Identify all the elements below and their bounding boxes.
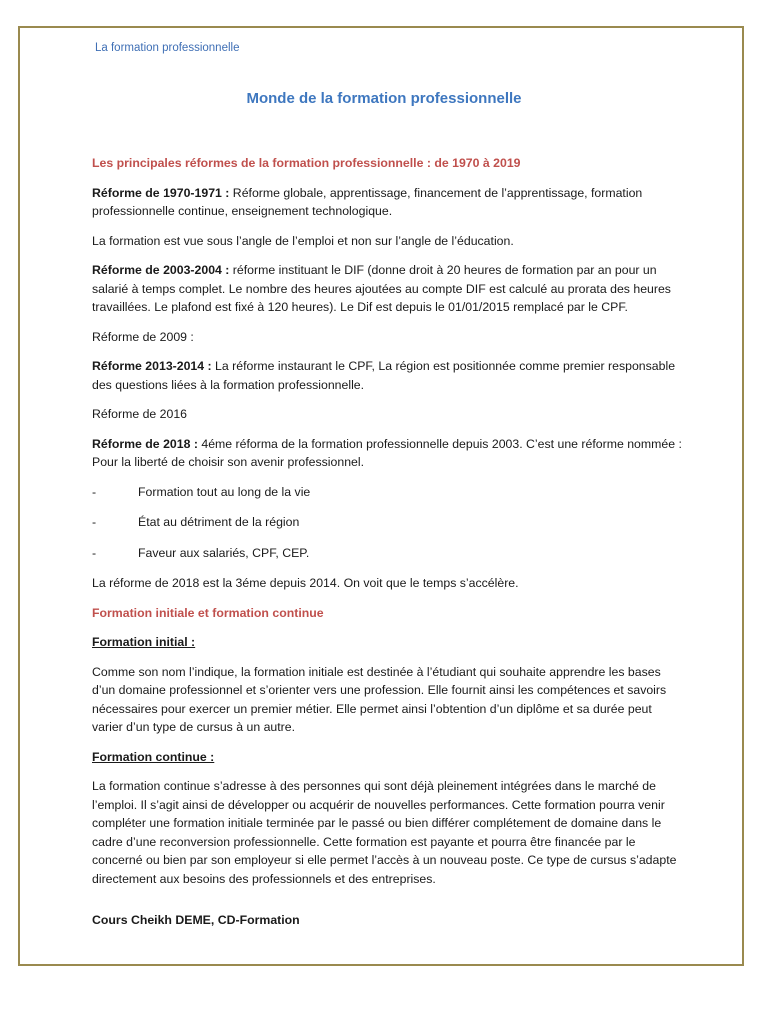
paragraph-reforme-2016: Réforme de 2016	[92, 407, 188, 421]
bullet-dash: -	[92, 484, 97, 499]
spacer	[92, 899, 682, 911]
document-body	[92, 154, 682, 941]
list-item	[92, 544, 682, 563]
paragraph-formation-initiale: Comme son nom l’indique, la formation initiale est destinée à l’étudiant qui souhaite apprendre les bases d’un domaine professionnel et s’orienter vers une profession. Elle fournit ainsi les compétences et savoirs nécessaires pour exercer un premier métier. Elle permet ainsi l’obtention d’un diplôme et sa durée peut varier d’un type de cursus à un autre.	[92, 664, 667, 734]
paragraph-text: réforme instituant le DIF (donne droit à 20 heures de formation par an pour un salarié à temps complet. Le nombre des heures ajoutées au compte DIF est calculé au prorata des heures travaillées. Le plafond est fixé à 120 heures). Le Dif est depuis le 01/01/2015 remplacé par le CPF.	[92, 263, 671, 314]
subheading-formation-continue: Formation continue :	[92, 749, 215, 764]
paragraph-reforme-2003	[92, 261, 682, 317]
paragraph-angle-emploi: La formation est vue sous l’angle de l’emploi et non sur l’angle de l’éducation.	[92, 233, 514, 248]
list-item-text: État au détriment de la région	[138, 515, 300, 529]
bullet-dash: -	[92, 545, 97, 560]
paragraph-text: La réforme instaurant le CPF, La région est positionnée comme premier responsable des questions liées à la formation professionnelle.	[92, 359, 676, 392]
list-item	[92, 513, 682, 532]
paragraph-formation-continue: La formation continue s’adresse à des personnes qui sont déjà pleinement intégrées dans le marché de l’emploi. Il s’agit ainsi de développer ou acquérir de nouvelles performances. Cette formation pourra venir compléter une formation initiale terminée par le passé ou bien différer complétement de domaine dans le cadre d’une reconversion professionnelle. Cette formation est payante et pourra être financée par le concerné ou bien par son employeur si elle permet l’accès à un nouveau poste. Ce type de cursus s’adapte directement aux besoins des professionnels et des entreprises.	[92, 779, 677, 886]
subheading-formation-initiale: Formation initial :	[92, 635, 196, 649]
section-heading-formation: Formation initiale et formation continue	[92, 605, 324, 620]
reforme-label: Réforme de 2018 :	[92, 436, 198, 451]
paragraph-reforme-2013	[92, 357, 682, 394]
document-title: Monde de la formation professionnelle	[246, 90, 522, 107]
paragraph-text: 4éme réforma de la formation professionnelle depuis 2003. C’est une réforme nommée : Pour la liberté de choisir son avenir professionnel.	[92, 436, 682, 469]
running-header: La formation professionnelle	[95, 42, 240, 54]
section-heading-reformes: Les principales réformes de la formation professionnelle : de 1970 à 2019	[92, 156, 521, 170]
bullet-dash: -	[92, 515, 97, 529]
paragraph-reforme-2018-summary: La réforme de 2018 est la 3éme depuis 2014. On voit que le temps s’accélère.	[92, 576, 519, 590]
footer-author: Cours Cheikh DEME, CD-Formation	[92, 913, 300, 927]
reforme-label: Réforme 2013-2014 :	[92, 359, 212, 373]
list-item-text: Faveur aux salariés, CPF, CEP.	[138, 545, 310, 560]
reforme-label: Réforme de 1970-1971 :	[92, 185, 230, 200]
paragraph-text: Réforme globale, apprentissage, financement de l’apprentissage, formation professionnelle continue, enseignement technologique.	[92, 185, 643, 218]
paragraph-reforme-1970	[92, 184, 682, 221]
reforme-label: Réforme de 2003-2004 :	[92, 263, 230, 277]
paragraph-reforme-2009: Réforme de 2009 :	[92, 329, 194, 344]
paragraph-reforme-2018	[92, 435, 682, 472]
list-item	[92, 483, 682, 502]
list-item-text: Formation tout au long de la vie	[138, 484, 311, 499]
